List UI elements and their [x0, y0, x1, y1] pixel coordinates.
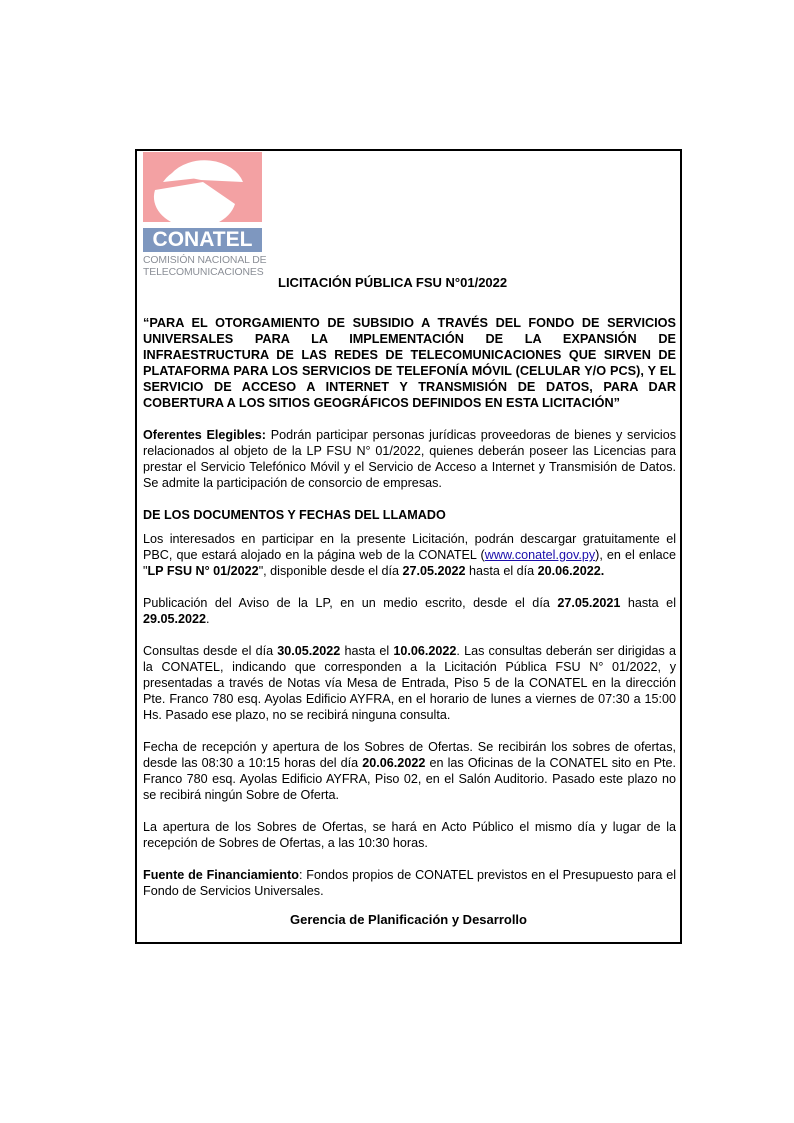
reception-text-2: en las Oficinas de la CONATEL sito en Pte. Franco 780 esq. Ayolas Edificio AYFRA, Piso 02, en el Salón Auditorio. Pasado este plazo no se recibirá ningún Sobre de Oferta.: [143, 756, 676, 802]
download-start-date: 27.05.2022: [402, 564, 466, 578]
download-end-date: 20.06.2022.: [537, 564, 605, 578]
funding-paragraph: [143, 867, 676, 899]
logo-wordmark: CONATEL: [143, 228, 262, 252]
conatel-logo: [143, 152, 267, 279]
queries-text-1: Consultas desde el día: [143, 644, 278, 658]
eligible-bidders-label: Oferentes Elegibles:: [143, 428, 267, 442]
tender-headline: “PARA EL OTORGAMIENTO DE SUBSIDIO A TRAVÉS DEL FONDO DE SERVICIOS UNIVERSALES PARA LA IMPLEMENTACIÓN DE LA EXPANSIÓN DE INFRAESTRUCTURA DE LAS REDES DE TELECOMUNICACIONES QUE SIRVEN DE PLATAFORMA PARA LOS SERVICIOS DE TELEFONÍA MÓVIL (CELULAR Y/O PCS), Y EL SERVICIO DE ACCESO A INTERNET Y TRANSMISIÓN DE DATOS, PARA DAR COBERTURA A LOS SITIOS GEOGRÁFICOS DEFINIDOS EN ESTA LICITACIÓN”: [143, 316, 676, 410]
eligible-bidders-paragraph: [143, 427, 676, 491]
logo-subtitle-line1: COMISIÓN NACIONAL DE: [143, 255, 267, 266]
queries-end-date: 10.06.2022: [393, 644, 457, 658]
queries-start-date: 30.05.2022: [277, 644, 341, 658]
document-title: LICITACIÓN PÚBLICA FSU N°01/2022: [278, 275, 508, 290]
publication-start-date: 27.05.2021: [557, 596, 621, 610]
queries-paragraph: [143, 643, 676, 723]
opening-paragraph: La apertura de los Sobres de Ofertas, se hará en Acto Público el mismo día y lugar de la recepción de Sobres de Ofertas, a las 10:30 horas.: [143, 820, 676, 850]
logo-subtitle: [143, 255, 267, 279]
footer-signature: Gerencia de Planificación y Desarrollo: [290, 912, 527, 927]
download-text-1: Los interesados en participar en la presente Licitación, podrán descargar gratuitamente el PBC, que estará alojado en la página web de la CONATEL (: [143, 532, 676, 562]
conatel-website-link[interactable]: www.conatel.gov.py: [484, 548, 596, 562]
queries-text-3: . Las consultas deberán ser dirigidas a la CONATEL, indicando que corresponden a la Licitación Pública FSU N° 01/2022, y presentadas a través de Notas vía Mesa de Entrada, Piso 5 de la CONATEL en la dirección Pte. Franco 780 esq. Ayolas Edificio AYFRA, en el horario de lunes a viernes de 07:30 a 15:00 Hs. Pasado ese plazo, no se recibirá ninguna consulta.: [143, 644, 676, 722]
notice-body: [143, 315, 676, 915]
download-paragraph: [143, 531, 676, 579]
conatel-emblem-icon: [143, 152, 262, 222]
download-link-name: LP FSU N° 01/2022: [147, 564, 259, 578]
publication-text-3: .: [206, 612, 210, 626]
section-heading: DE LOS DOCUMENTOS Y FECHAS DEL LLAMADO: [143, 508, 446, 522]
logo-subtitle-line2: TELECOMUNICACIONES: [143, 267, 264, 278]
funding-text: : Fondos propios de CONATEL previstos en el Presupuesto para el Fondo de Servicios Universales.: [143, 868, 676, 898]
eligible-bidders-text: Podrán participar personas jurídicas proveedoras de bienes y servicios relacionados al objeto de la LP FSU N° 01/2022, quienes deberán poseer las Licencias para prestar el Servicio Telefónico Móvil y el Servicio de Acceso a Internet y Transmisión de Datos. Se admite la participación de consorcio de empresas.: [143, 428, 677, 490]
queries-text-2: hasta el: [340, 644, 394, 658]
download-text-4: hasta el día: [465, 564, 538, 578]
publication-text-1: Publicación del Aviso de la LP, en un medio escrito, desde el día: [143, 596, 558, 610]
reception-text-1: Fecha de recepción y apertura de los Sobres de Ofertas. Se recibirán los sobres de ofertas, desde las 08:30 a 10:15 horas del día: [143, 740, 676, 770]
reception-date: 20.06.2022: [362, 756, 426, 770]
publication-end-date: 29.05.2022: [143, 612, 207, 626]
download-text-2: ), en el enlace ": [143, 548, 676, 578]
publication-text-2: hasta el: [620, 596, 676, 610]
funding-label: Fuente de Financiamiento: [143, 868, 299, 882]
download-text-3: ", disponible desde el día: [258, 564, 403, 578]
reception-paragraph: [143, 739, 676, 803]
publication-paragraph: [143, 595, 676, 627]
